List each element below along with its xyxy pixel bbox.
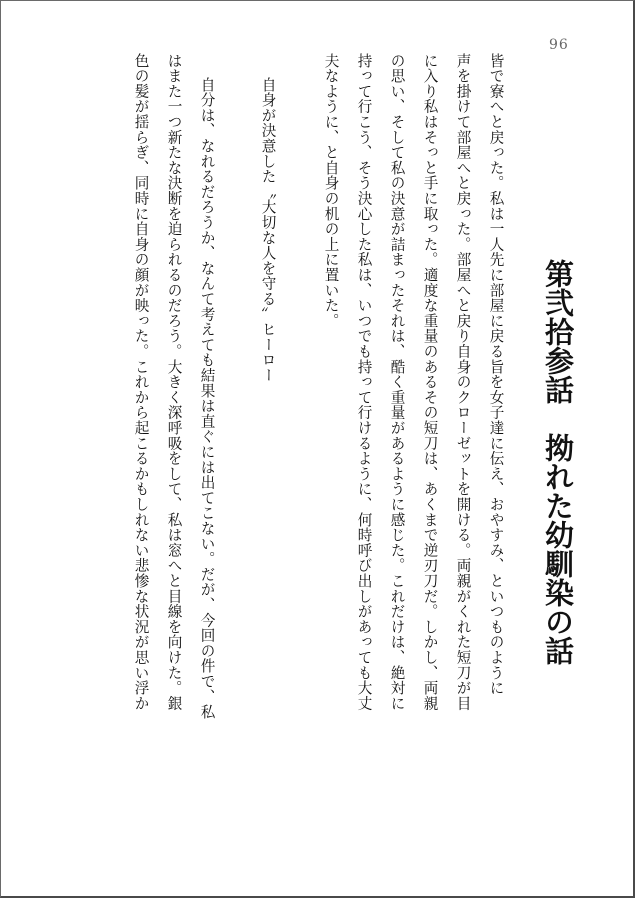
body-line-7: 自分は、なれるだろうか、なんて考えても結果は直ぐには出てこない。だが、今回の件で、私 [198,77,216,720]
chapter-title: 第弐拾参話 拗れた幼馴染の話 [541,259,575,665]
page-number: 96 [549,37,569,53]
body-line-1: 皆で寮へと戻った。私は一人先に部屋に戻る旨を女子達に伝え、おやすみ、といつものように [487,53,505,696]
body-line-2: 声を掛けて部屋へと戻った。部屋へと戻り自身のクローゼットを開ける。両親がくれた短刀が目 [454,53,472,711]
body-line-3: に入り私はそっと手に取った。適度な重量のあるその短刀は、あくまで逆刃刀だ。しかし、両親 [421,53,439,711]
body-line-5: 持って行こう、そう決心した私は、いつでも持って行けるように、何時呼び出しがあっても大丈 [355,53,373,711]
body-line-9: 色の髪が揺らぎ、同時に自身の顔が映った。これから起こるかもしれない悲惨な状況が思い浮か [132,53,150,711]
body-line-4: の思い、そして私の決意が詰まったそれは、酷く重量があるように感じた。これだけは、絶対に [388,53,406,711]
body-line-8: はまた一つ新たな決断を迫られるのだろう。大きく深呼吸をして、私は窓へと目線を向けた。銀 [165,53,183,711]
section-heading: 自身が決意した〝大切な人を守る〟ヒーロー [259,77,277,383]
body-line-6: 夫なように、と自身の机の上に置いた。 [322,53,340,329]
